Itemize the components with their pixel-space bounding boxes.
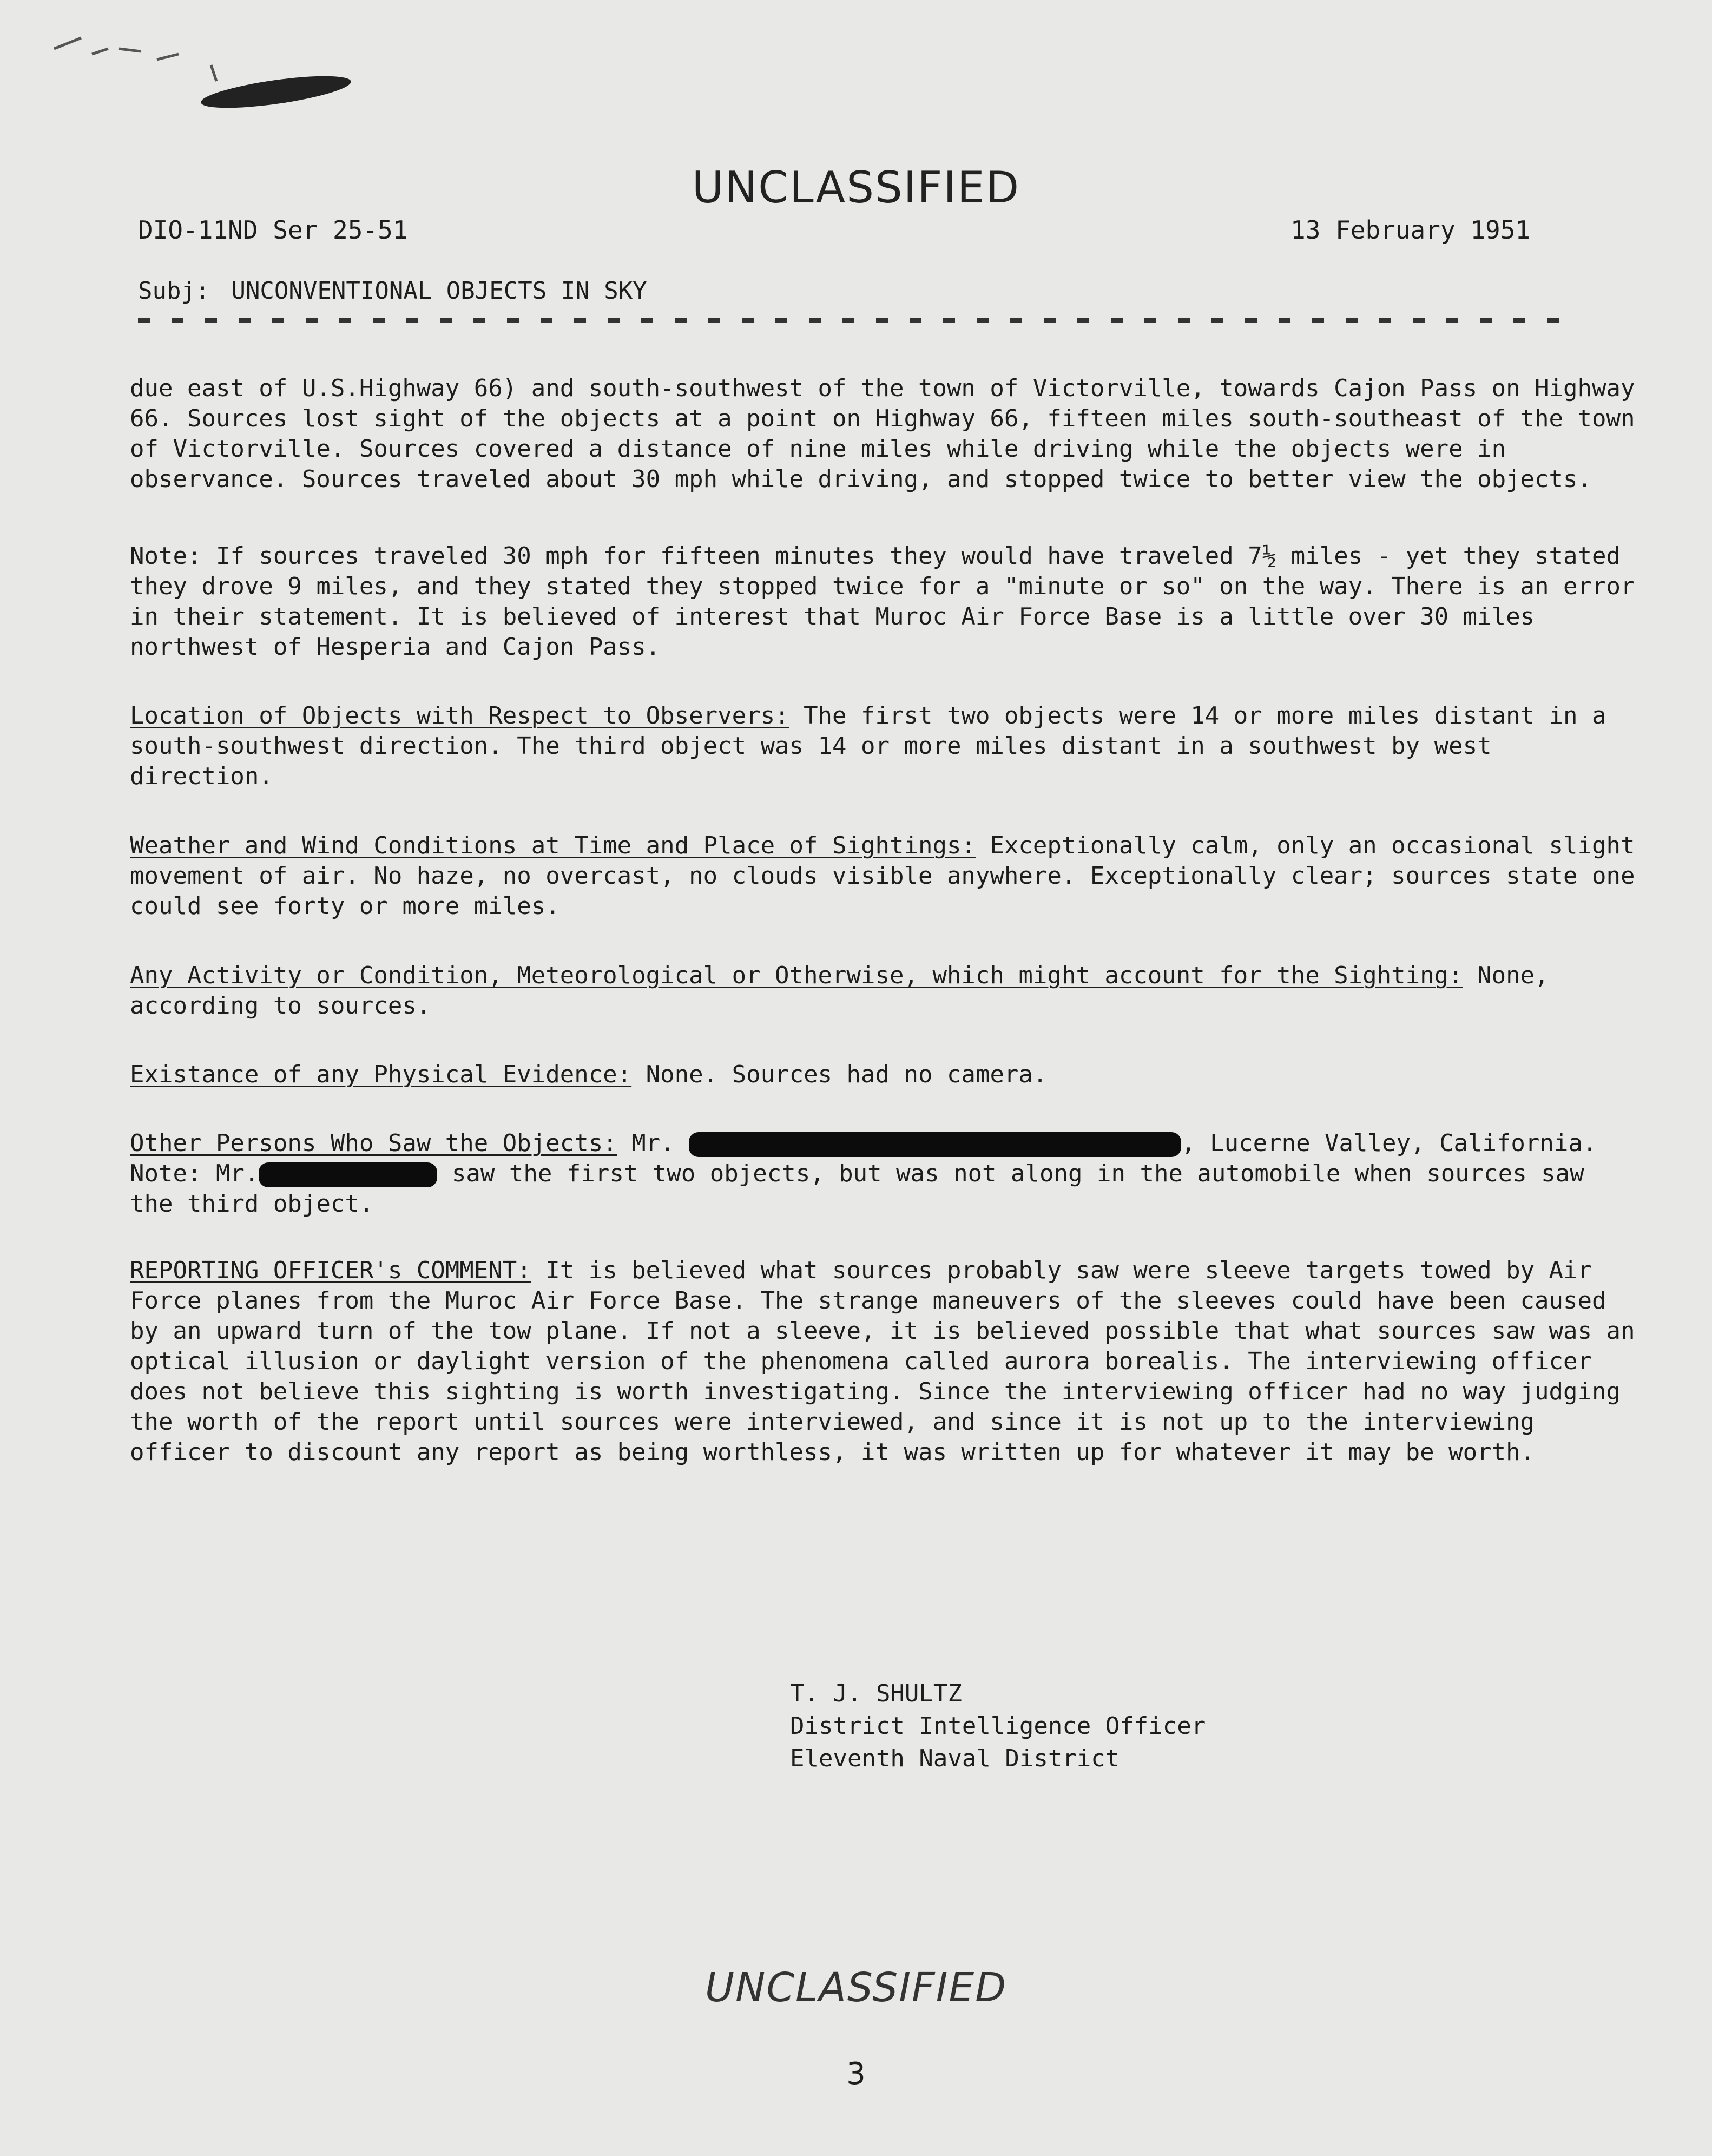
section-evidence	[130, 1060, 1639, 1090]
section-location	[130, 701, 1639, 792]
other-persons-prefix: Mr.	[631, 1129, 675, 1157]
page-number: 3	[846, 2056, 866, 2092]
classification-stamp-top: UNCLASSIFIED	[692, 162, 1020, 213]
signer-title: District Intelligence Officer	[790, 1712, 1206, 1740]
other-persons-location: , Lucerne Valley, California.	[1181, 1129, 1597, 1157]
redacted-name-2	[259, 1162, 437, 1187]
dashed-separator	[138, 318, 1577, 323]
signature-block	[790, 1678, 1206, 1775]
serial-number: DIO-11ND Ser 25-51	[138, 215, 408, 245]
signer-district: Eleventh Naval District	[790, 1745, 1120, 1772]
subject-line	[138, 277, 647, 305]
classification-stamp-bottom: UNCLASSIFIED	[704, 1964, 1008, 2011]
location-heading: Location of Objects with Respect to Observers:	[130, 702, 789, 729]
evidence-text: None. Sources had no camera.	[646, 1061, 1048, 1088]
signer-name: T. J. SHULTZ	[790, 1680, 962, 1707]
other-persons-heading: Other Persons Who Saw the Objects:	[130, 1129, 617, 1157]
paragraph-route	[130, 373, 1639, 495]
paragraph-note	[130, 541, 1639, 662]
section-other-persons	[130, 1128, 1639, 1219]
section-activity	[130, 961, 1639, 1021]
handwritten-marks	[49, 32, 352, 119]
redacted-name-1	[689, 1132, 1181, 1157]
other-persons-note: saw the first two objects, but was not along in the automobile when sources saw the third object.	[130, 1160, 1584, 1218]
activity-heading: Any Activity or Condition, Meteorological or Otherwise, which might account for the Sighting:	[130, 962, 1463, 989]
subject-text: UNCONVENTIONAL OBJECTS IN SKY	[231, 277, 647, 305]
other-persons-note-prefix: Note: Mr.	[130, 1160, 259, 1187]
location-text: The first two objects were 14 or more miles distant in a south-southwest direction. The third object was 14 or more miles distant in a southwest by west direction.	[130, 702, 1606, 790]
subject-label: Subj:	[138, 277, 210, 305]
note-label: Note:	[130, 542, 202, 570]
evidence-heading: Existance of any Physical Evidence:	[130, 1061, 632, 1088]
weather-heading: Weather and Wind Conditions at Time and Place of Sightings:	[130, 832, 976, 859]
weather-text: Exceptionally calm, only an occasional slight movement of air. No haze, no overcast, no clouds visible anywhere. Exceptionally clear; sources state one could see forty or more miles.	[130, 832, 1635, 920]
note-text: If sources traveled 30 mph for fifteen minutes they would have traveled 7½ miles - yet they stated they drove 9 miles, and they stated they stopped twice for a "minute or so" on the way. There is an error in their statement. It is believed of interest that Muroc Air Force Base is a little over 30 miles northwest of Hesperia and Cajon Pass.	[130, 542, 1635, 661]
section-comment	[130, 1256, 1639, 1468]
comment-heading: REPORTING OFFICER's COMMENT:	[130, 1257, 531, 1284]
activity-text: None, according to sources.	[130, 962, 1549, 1020]
section-weather	[130, 831, 1639, 922]
comment-text: It is believed what sources probably saw were sleeve targets towed by Air Force planes from the Muroc Air Force Base. The strange maneuvers of the sleeves could have been caused by an upward turn of the tow plane. If not a sleeve, it is believed possible that what sources saw was an optical illusion or daylight version of the phenomena called aurora borealis. The interviewing officer does not believe this sighting is worth investigating. Since the interviewing officer had no way judging the worth of the report until sources were interviewed, and since it is not up to the interviewing officer to discount any report as being worthless, it was written up for whatever it may be worth.	[130, 1257, 1635, 1466]
document-date: 13 February 1951	[1290, 215, 1531, 245]
route-text: due east of U.S.Highway 66) and south-southwest of the town of Victorville, towards Cajon Pass on Highway 66. Sources lost sight of the objects at a point on Highway 66, fifteen miles south-southeast of the town of Victorville. Sources covered a distance of nine miles while driving while the objects were in observance. Sources traveled about 30 mph while driving, and stopped twice to better view the objects.	[130, 374, 1635, 493]
